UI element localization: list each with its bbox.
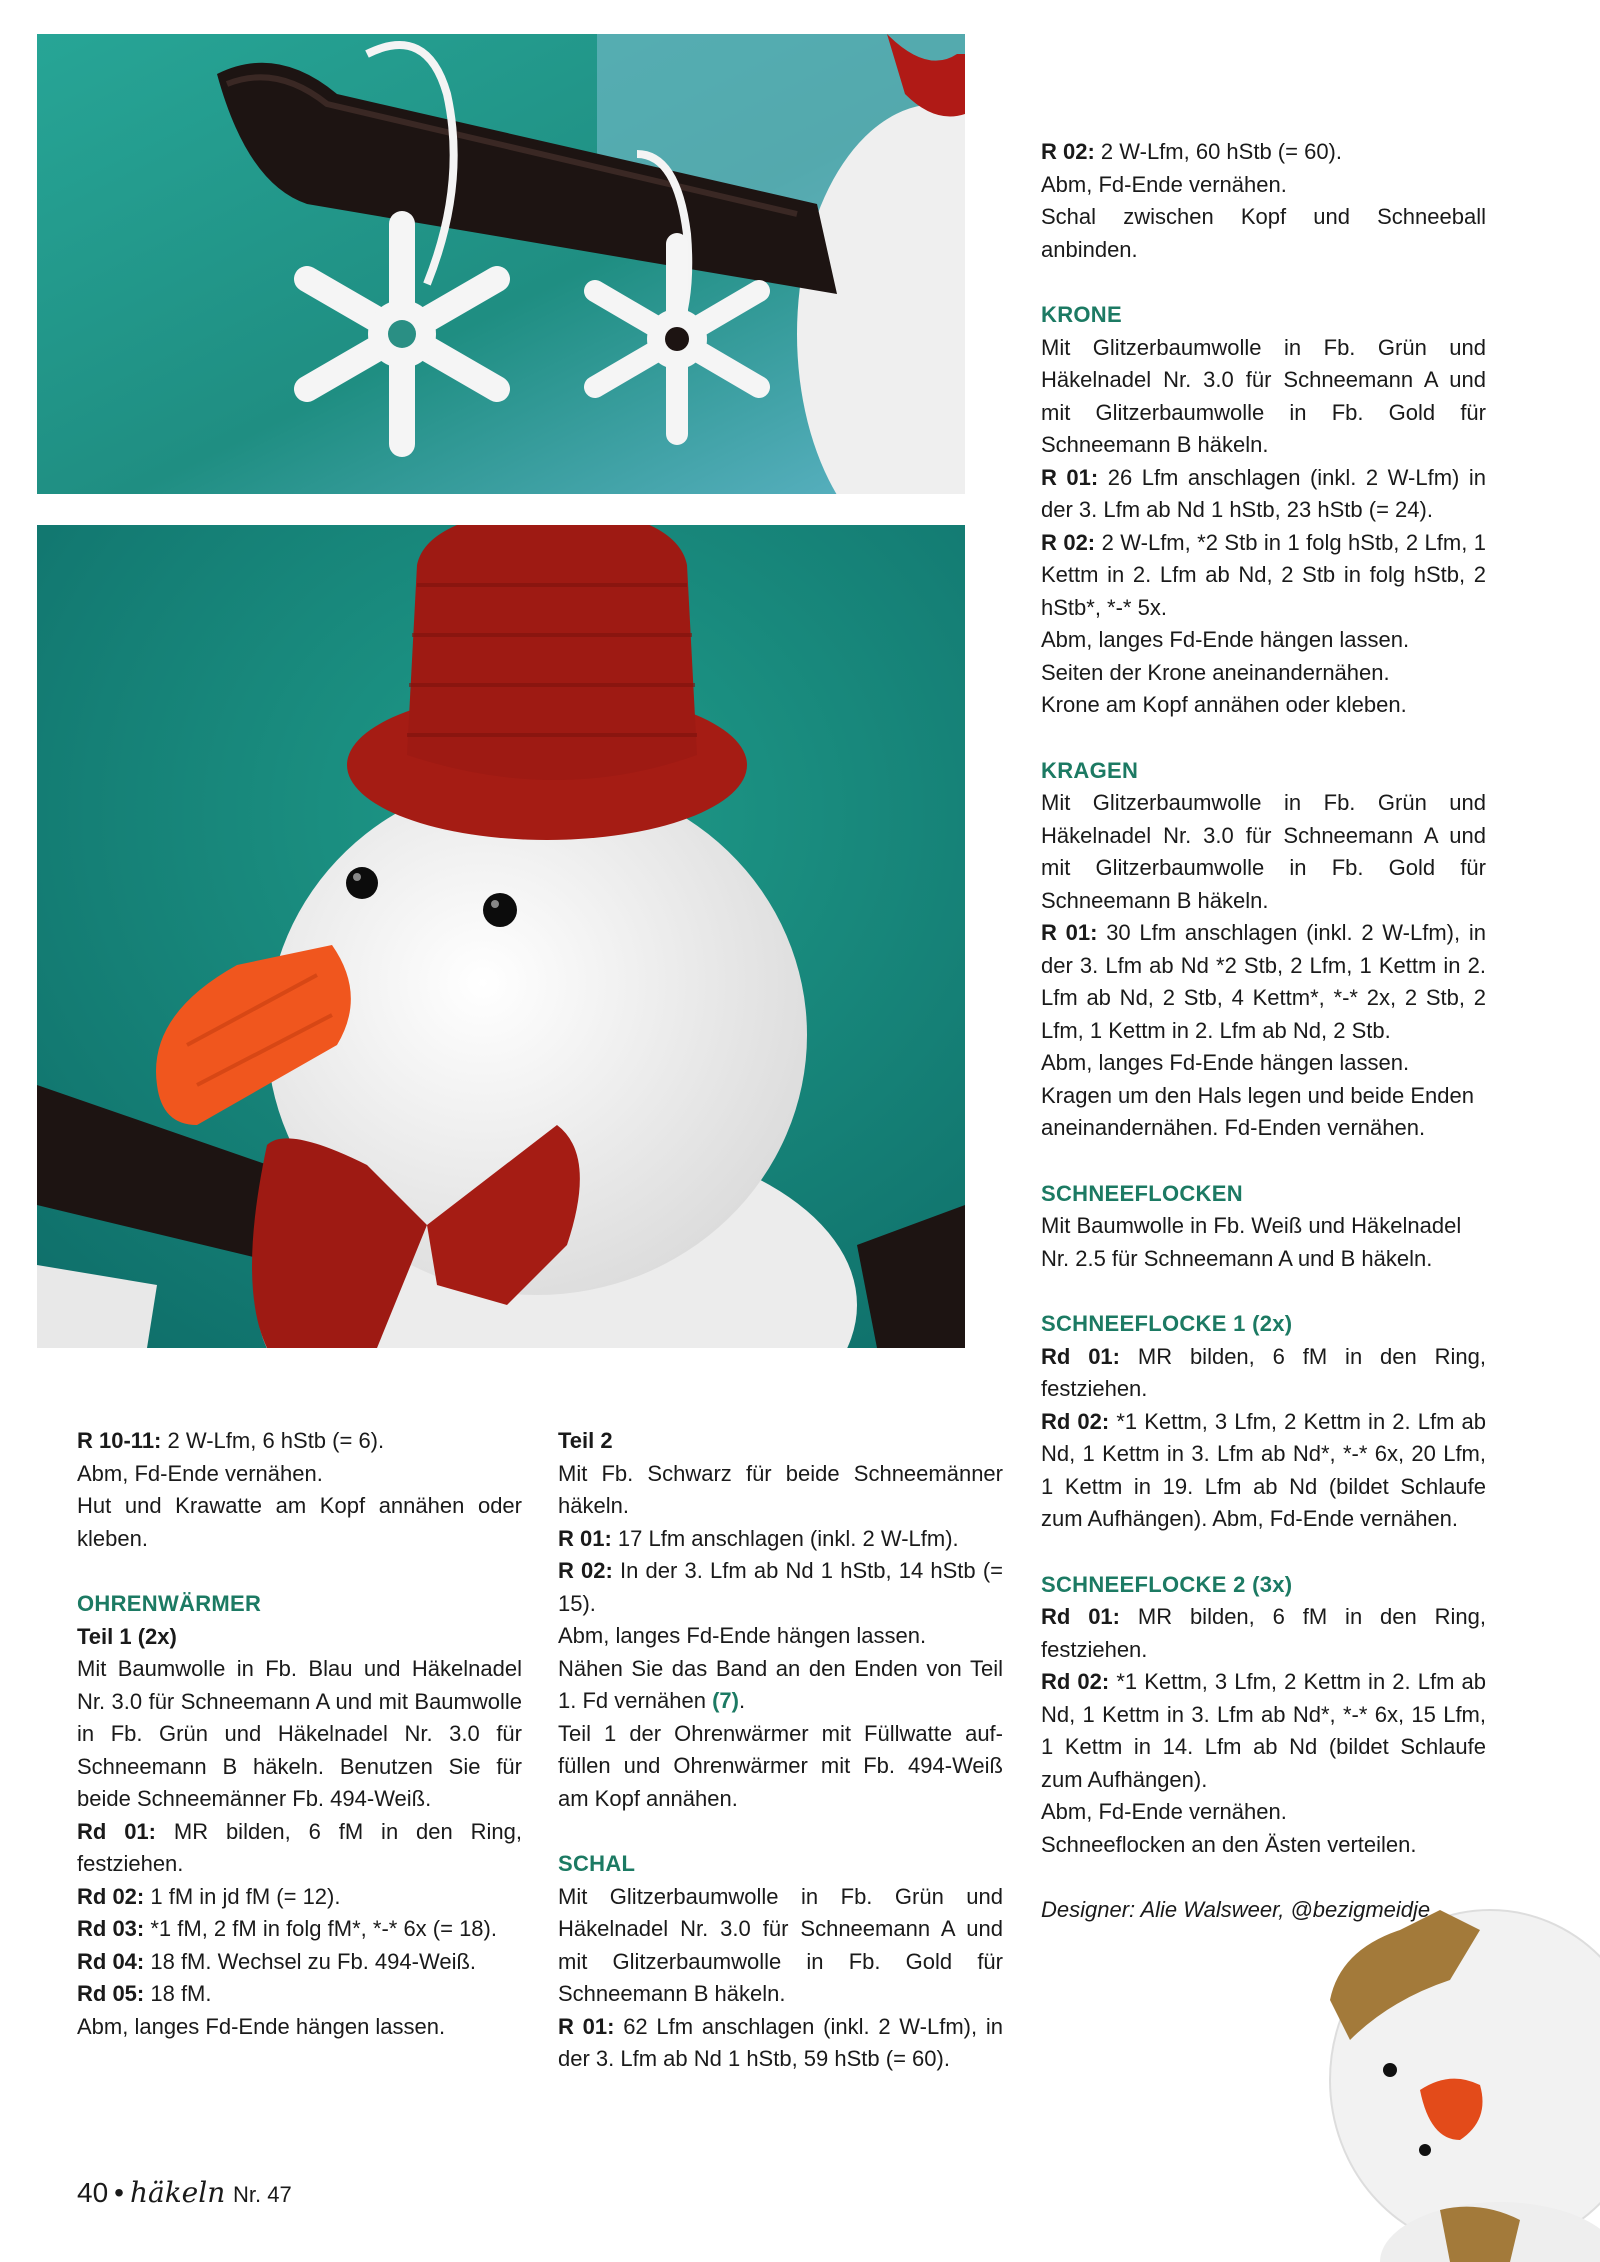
paragraph: Schal zwischen Kopf und Schneeball anbinden.	[1041, 204, 1486, 262]
row-label: Rd 05:	[77, 1981, 145, 2006]
row-label: Rd 01:	[1041, 1604, 1120, 1629]
row-label: R 10-11:	[77, 1428, 162, 1453]
subheading: Teil 1 (2x)	[77, 1623, 177, 1649]
row-instruction	[1041, 136, 1486, 169]
row-instruction	[558, 1523, 1003, 1556]
section-heading-schneeflocke-2: SCHNEEFLOCKE 2 (3x)	[1041, 1571, 1293, 1597]
designer-credit: Designer: Alie Walsweer, @bezigmeidje	[1041, 1897, 1431, 1922]
paragraph: Hut und Krawatte am Kopf annähen oder kleben.	[77, 1493, 522, 1551]
row-label: R 02:	[1041, 529, 1096, 555]
section-heading-ohrenwaermer: OHRENWÄRMER	[77, 1591, 262, 1616]
section-heading-kragen: KRAGEN	[1041, 757, 1139, 783]
footer-bullet: •	[114, 2177, 124, 2208]
snowman-corner-photo	[1290, 1890, 1600, 2262]
paragraph: Mit Glitzerbaumwolle in Fb. Grün und Häkelnadel Nr. 3.0 für Schneemann A und mit Glitzerbaumwolle in Fb. Gold für Schneemann B häkeln.	[1041, 334, 1486, 457]
row-text: 18 fM.	[144, 1981, 212, 2006]
paragraph: Abm, Fd-Ende vernähen.	[77, 1460, 323, 1486]
paragraph-text: Nähen Sie das Band an den Enden von Teil 1. Fd vernähen	[558, 1655, 1003, 1713]
snowman-photo	[37, 525, 965, 1348]
row-text: MR bilden, 6 fM in den Ring, festziehen.	[1041, 1343, 1486, 1401]
row-label: R 01:	[1041, 920, 1098, 945]
row-text: 2 W-Lfm, *2 Stb in 1 folg hStb, 2 Lfm, 1 Kettm in 2. Lfm ab Nd, 2 Stb in folg hStb, 2 hStb*, *-* 5x.	[1041, 529, 1487, 620]
paragraph: Abm, langes Fd-Ende hängen lassen.	[1041, 1050, 1410, 1075]
subheading: Teil 2	[558, 1428, 613, 1453]
row-label: Rd 02:	[1041, 1669, 1110, 1694]
paragraph: Teil 1 der Ohrenwärmer mit Füllwatte auffüllen und Ohrenwärmer mit Fb. 494-Weiß am Kopf annähen.	[558, 1720, 1003, 1811]
paragraph: Mit Baumwolle in Fb. Blau und Häkelnadel Nr. 3.0 für Schneemann A und mit Baumwolle in Fb. Grün und Häkelnadel Nr. 3.0 für Schneemann B häkeln. Benutzen Sie für beide Schneemänner Fb. 494-Weiß.	[77, 1656, 522, 1811]
row-instruction	[1041, 1341, 1486, 1406]
row-instruction	[1041, 1666, 1486, 1796]
row-text: 30 Lfm anschlagen (inkl. 2 W-Lfm), in der 3. Lfm ab Nd *2 Stb, 2 Lfm, 1 Kettm in 2. Lfm ab Nd, 2 Stb, 4 Kettm*, *-* 2x, 2 Stb, 2 Lfm, 1 Kettm in 2. Lfm ab Nd, 2 Stb.	[1041, 920, 1486, 1043]
figure-reference: (7)	[712, 1688, 739, 1713]
paragraph: Abm, Fd-Ende vernähen.	[1041, 1799, 1287, 1824]
middle-column	[558, 1425, 1003, 2076]
row-label: R 01:	[558, 1525, 612, 1551]
paragraph: Krone am Kopf annähen oder kleben.	[1041, 692, 1407, 717]
row-label: Rd 04:	[77, 1948, 145, 1974]
section-heading-schal: SCHAL	[558, 1851, 636, 1876]
right-column	[1041, 136, 1486, 1927]
row-instruction	[77, 1816, 522, 1881]
paragraph: Mit Glitzerbaumwolle in Fb. Grün und Häkelnadel Nr. 3.0 für Schneemann A und mit Glitzerbaumwolle in Fb. Gold für Schneemann B häkeln.	[558, 1883, 1003, 2006]
row-instruction	[77, 1425, 522, 1458]
row-text: *1 fM, 2 fM in folg fM*, *-* 6x (= 18).	[144, 1916, 497, 1941]
page-footer	[77, 2175, 292, 2213]
page-number: 40	[77, 2177, 109, 2208]
row-label: Rd 01:	[77, 1818, 156, 1844]
row-label: R 02:	[558, 1558, 613, 1583]
paragraph: Kragen um den Hals legen und beide Enden aneinandernähen. Fd-Enden vernähen.	[1041, 1082, 1474, 1140]
row-text: 62 Lfm anschlagen (inkl. 2 W-Lfm), in der 3. Lfm ab Nd 1 hStb, 59 hStb (= 60).	[558, 2013, 1003, 2071]
section-heading-krone: KRONE	[1041, 302, 1122, 327]
row-label: R 01:	[558, 2013, 615, 2039]
row-instruction	[558, 1555, 1003, 1620]
row-instruction	[77, 1946, 522, 1979]
section-heading-schneeflocken: SCHNEEFLOCKEN	[1041, 1180, 1243, 1206]
row-instruction	[77, 1978, 522, 2011]
row-text: In der 3. Lfm ab Nd 1 hStb, 14 hStb (= 15).	[558, 1558, 1003, 1616]
row-text: *1 Kettm, 3 Lfm, 2 Kettm in 2. Lfm ab Nd, 1 Kettm in 3. Lfm ab Nd*, *-* 6x, 20 Lfm, 1 Kettm in 19. Lfm ab Nd (bildet Schlaufe zum Aufhängen). Abm, Fd-Ende vernähen.	[1041, 1408, 1486, 1531]
row-label: Rd 02:	[1041, 1408, 1110, 1434]
paragraph: Mit Glitzerbaumwolle in Fb. Grün und Häkelnadel Nr. 3.0 für Schneemann A und mit Glitzerbaumwolle in Fb. Gold für Schneemann B häkeln.	[1041, 790, 1486, 913]
row-instruction	[77, 1913, 522, 1946]
row-label: R 02:	[1041, 139, 1095, 164]
paragraph	[558, 1653, 1003, 1718]
row-text: 2 W-Lfm, 6 hStb (= 6).	[161, 1428, 385, 1453]
paragraph: Mit Baumwolle in Fb. Weiß und Häkelnadel Nr. 2.5 für Schneemann A und B häkeln.	[1041, 1213, 1462, 1271]
row-text: *1 Kettm, 3 Lfm, 2 Kettm in 2. Lfm ab Nd, 1 Kettm in 3. Lfm ab Nd*, *-* 6x, 15 Lfm, 1 Kettm in 14. Lfm ab Nd (bildet Schlaufe zum Aufhängen).	[1041, 1669, 1486, 1792]
row-text: MR bilden, 6 fM in den Ring, festziehen.	[77, 1818, 522, 1876]
row-instruction	[1041, 1406, 1486, 1536]
row-instruction	[77, 1881, 522, 1914]
row-text: 1 fM in jd fM (= 12).	[144, 1883, 341, 1909]
row-label: Rd 03:	[77, 1916, 145, 1941]
paragraph: Mit Fb. Schwarz für beide Schneemänner häkeln.	[558, 1460, 1003, 1518]
row-text: 18 fM. Wechsel zu Fb. 494-Weiß.	[144, 1948, 477, 1974]
snowflake-photo	[37, 34, 965, 494]
row-label: Rd 02:	[77, 1883, 145, 1909]
issue-number: Nr. 47	[233, 2182, 292, 2207]
row-text: MR bilden, 6 fM in den Ring, festziehen.	[1041, 1604, 1486, 1662]
row-label: R 01:	[1041, 464, 1099, 490]
row-text: 26 Lfm anschlagen (inkl. 2 W-Lfm) in der 3. Lfm ab Nd 1 hStb, 23 hStb (= 24).	[1041, 464, 1486, 522]
paragraph: Schneeflocken an den Ästen verteilen.	[1041, 1831, 1417, 1857]
row-instruction	[1041, 1601, 1486, 1666]
row-text: 17 Lfm anschlagen (inkl. 2 W-Lfm).	[611, 1525, 959, 1551]
row-label: Rd 01:	[1041, 1343, 1120, 1369]
row-instruction	[1041, 917, 1486, 1047]
paragraph: Abm, Fd-Ende vernähen.	[1041, 171, 1287, 197]
paragraph-text: .	[739, 1688, 746, 1713]
paragraph: Abm, langes Fd-Ende hängen lassen.	[77, 2013, 446, 2039]
row-instruction	[1041, 527, 1486, 625]
section-heading-schneeflocke-1: SCHNEEFLOCKE 1 (2x)	[1041, 1311, 1293, 1336]
paragraph: Abm, langes Fd-Ende hängen lassen.	[558, 1623, 927, 1648]
left-column	[77, 1425, 522, 2043]
magazine-name: häkeln	[129, 2176, 226, 2209]
row-instruction	[558, 2011, 1003, 2076]
row-text: 2 W-Lfm, 60 hStb (= 60).	[1094, 139, 1342, 164]
row-instruction	[1041, 462, 1486, 527]
paragraph: Abm, langes Fd-Ende hängen lassen.	[1041, 627, 1410, 652]
paragraph: Seiten der Krone aneinandernähen.	[1041, 659, 1390, 685]
